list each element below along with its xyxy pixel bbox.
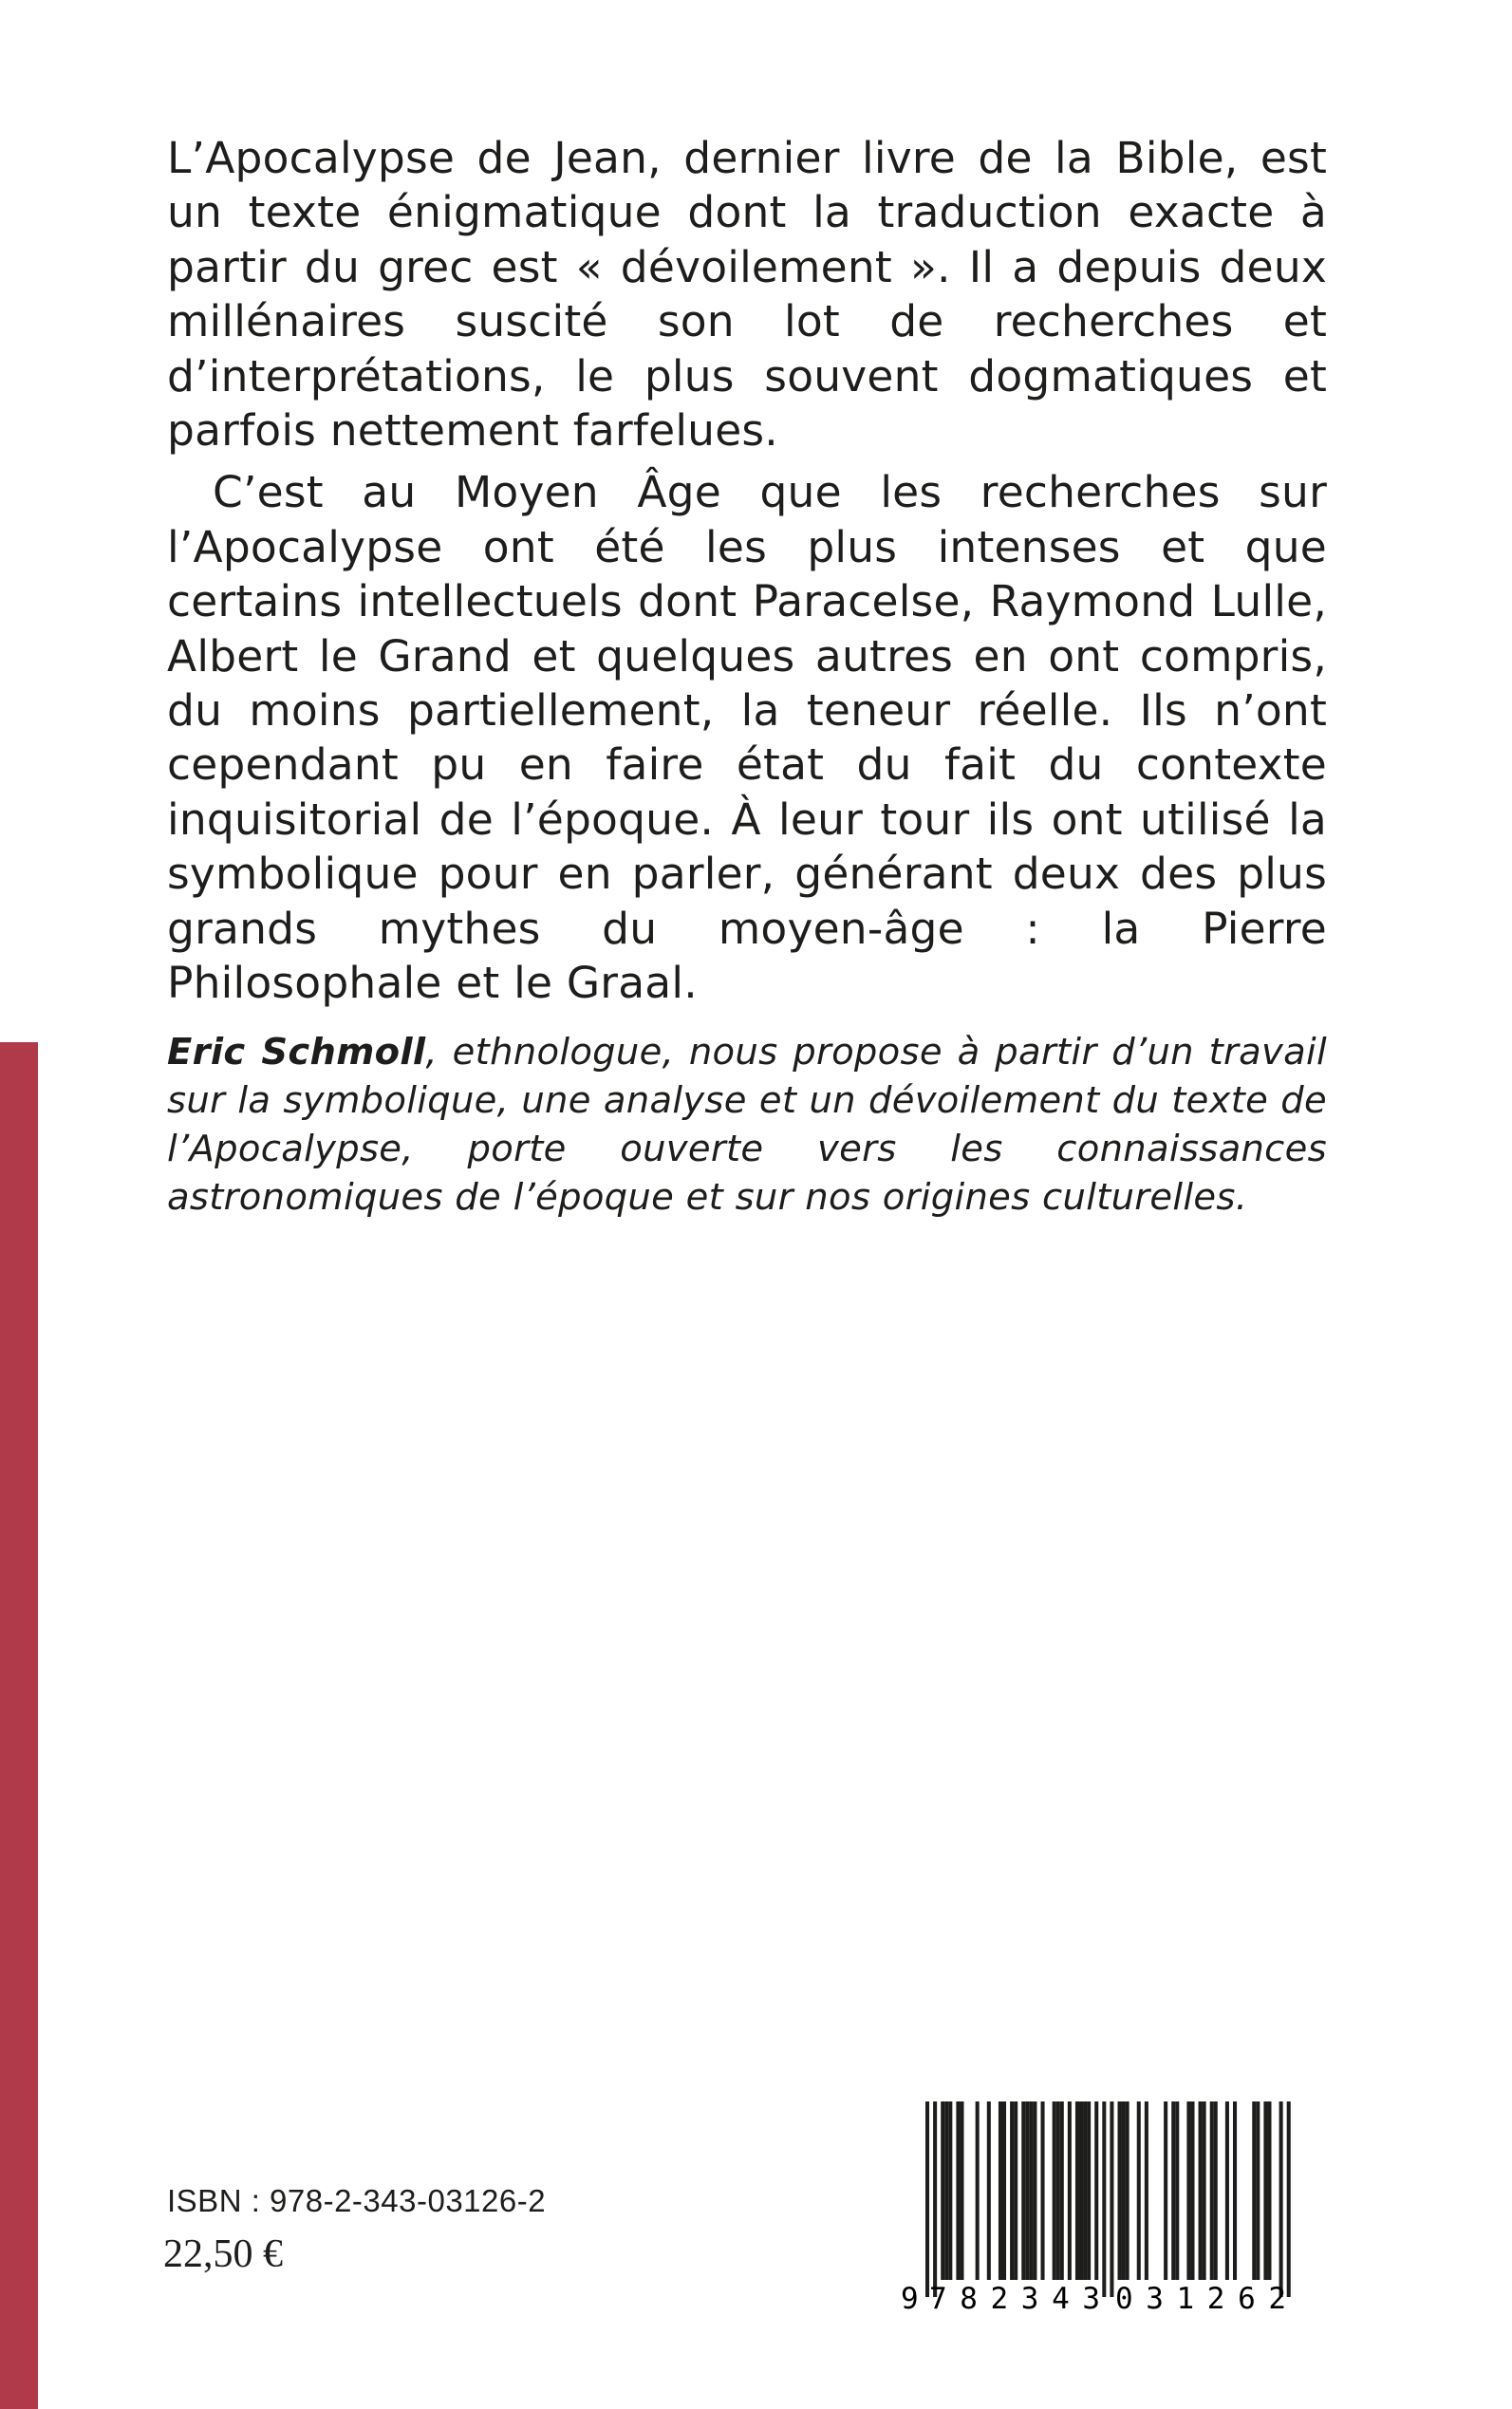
- barcode-bar: [1041, 2101, 1045, 2280]
- barcode-bar: [1186, 2101, 1190, 2280]
- barcode-bar: [960, 2101, 963, 2280]
- barcode-bar: [1033, 2101, 1036, 2280]
- isbn-label: ISBN : 978-2-343-03126-2: [167, 2183, 547, 2218]
- barcode-bar: [1214, 2101, 1218, 2280]
- barcode-bar: [1060, 2101, 1064, 2280]
- barcode-bar: [1025, 2101, 1029, 2280]
- barcode-bar: [1002, 2101, 1006, 2280]
- intro-paragraph-1: L’Apocalypse de Jean, dernier livre de la Bible, est un texte énigmatique dont la traduction exacte à partir du grec est « dévoilement ». Il a depuis deux millénaires suscité son lot de recherches et d’interprétations, le plus souvent dogmatiques et parfois nettement farfelues.: [167, 133, 1327, 457]
- barcode-bar: [1233, 2101, 1237, 2280]
- barcode-bar: [1225, 2101, 1229, 2280]
- barcode-bar: [1145, 2101, 1148, 2280]
- intro-text: [167, 131, 1327, 1011]
- barcode-bar: [1079, 2101, 1083, 2280]
- barcode-bar: [999, 2101, 1002, 2280]
- barcode-bar: [1087, 2101, 1091, 2280]
- barcode-bar: [1118, 2101, 1122, 2280]
- author-description: , ethnologue, nous propose à partir d’un travail sur la symbolique, une analyse et un dévoilement du texte de l’Apocalypse, porte ouverte vers les connaissances astronomiques de l’époque et sur nos origines culturelles.: [167, 1031, 1327, 1219]
- barcode-bar: [956, 2101, 960, 2280]
- barcode-bar: [1252, 2101, 1256, 2280]
- barcode-bar: [1267, 2101, 1271, 2280]
- barcode-bar: [1029, 2101, 1033, 2280]
- barcode-bar: [1102, 2101, 1106, 2297]
- barcode-bar: [1263, 2101, 1267, 2280]
- barcode-bar: [1164, 2101, 1167, 2280]
- barcode-bar: [948, 2101, 952, 2280]
- barcode-bar: [933, 2101, 937, 2297]
- barcode-bar: [1094, 2101, 1098, 2280]
- barcode-bar: [1014, 2101, 1017, 2280]
- barcode-bar: [1137, 2101, 1141, 2280]
- barcode-bar: [1010, 2101, 1014, 2280]
- barcode-bar: [1199, 2101, 1203, 2280]
- price-label: 22,50 €: [163, 2232, 283, 2276]
- barcode-bar: [1126, 2101, 1129, 2280]
- barcode-bar: [1056, 2101, 1060, 2280]
- barcode-bar: [1075, 2101, 1079, 2280]
- barcode-bar: [1256, 2101, 1260, 2280]
- barcode-bar: [944, 2101, 948, 2280]
- barcode-bar: [1083, 2101, 1087, 2280]
- barcode-bar: [1068, 2101, 1072, 2280]
- barcode-bar: [1190, 2101, 1194, 2280]
- barcode-bar: [1279, 2101, 1283, 2297]
- barcode-bar: [987, 2101, 991, 2280]
- barcode-bar: [941, 2101, 944, 2280]
- barcode: [897, 2101, 1319, 2315]
- barcode-bar: [1175, 2101, 1179, 2280]
- barcode-bar: [1171, 2101, 1175, 2280]
- barcode-bar: [1122, 2101, 1126, 2280]
- intro-paragraph-2: C’est au Moyen Âge que les recherches sur l’Apocalypse ont été les plus intenses et que certains intellectuels dont Paracelse, Raymond Lulle, Albert le Grand et quelques autres en ont compris, du moins partiellement, la teneur réelle. Ils n’ont cependant pu en faire état du fait du contexte inquisitorial de l’époque. À leur tour ils ont utilisé la symbolique pour en parler, générant deux des plus grands mythes du moyen-âge : la Pierre Philosophale et le Graal.: [167, 467, 1327, 1009]
- barcode-bar: [1287, 2101, 1291, 2297]
- barcode-bar: [1021, 2101, 1025, 2280]
- barcode-bar: [1053, 2101, 1056, 2280]
- accent-side-band: [0, 1042, 38, 2409]
- barcode-bar: [976, 2101, 980, 2280]
- author-name: Eric Schmoll: [167, 1031, 426, 1074]
- barcode-right-digits: 031262: [1115, 2282, 1286, 2315]
- barcode-bar: [925, 2101, 929, 2297]
- barcode-bars: [925, 2101, 1291, 2297]
- barcode-graphic: [897, 2101, 1319, 2315]
- barcode-bar: [1210, 2101, 1214, 2280]
- author-note: [167, 1028, 1327, 1222]
- barcode-left-digits: 782343: [929, 2282, 1100, 2315]
- barcode-bar: [1203, 2101, 1206, 2280]
- barcode-first-digit: 9: [901, 2282, 919, 2315]
- barcode-bar: [1110, 2101, 1113, 2297]
